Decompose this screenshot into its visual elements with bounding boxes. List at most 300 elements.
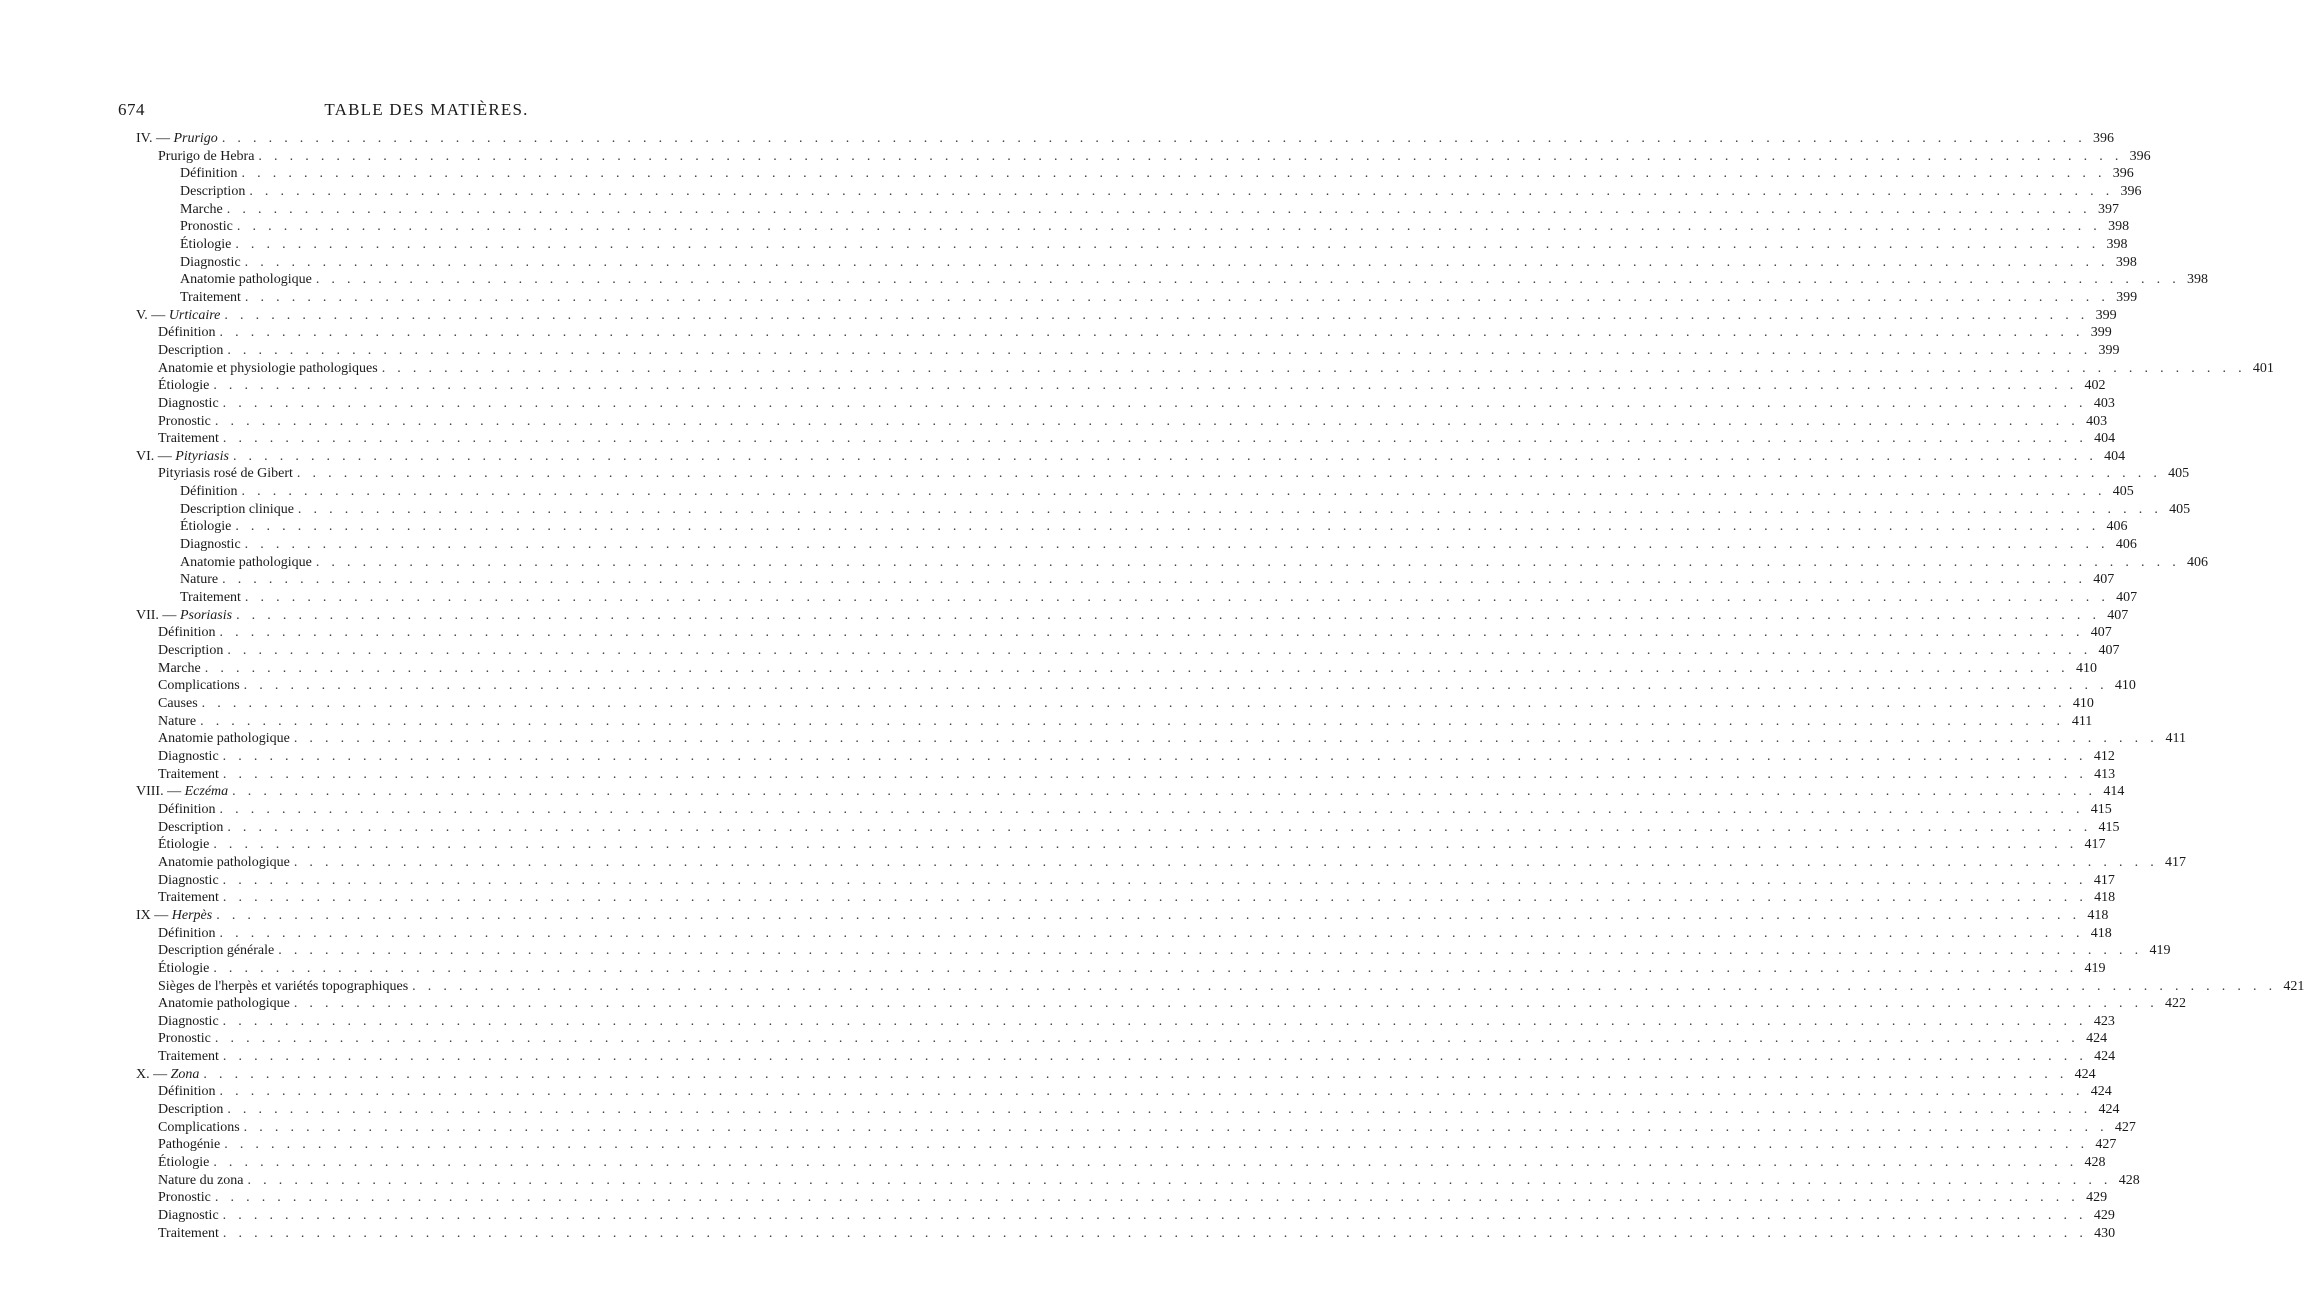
dot-leader: . . . . . . . . . . . . . . . . . . . . . . . . . . . . . . . . . . . . . . . . . . . . . . . . . . . . . . . . . . . . . . . . . . . . . . . . . . . . . . . . . . . . . . . . . . . . . . . . . . . . . . . . . . . . . . . . . . . . . . . .	[213, 378, 2078, 394]
dot-leader: . . . . . . . . . . . . . . . . . . . . . . . . . . . . . . . . . . . . . . . . . . . . . . . . . . . . . . . . . . . . . . . . . . . . . . . . . . . . . . . . . . . . . . . . . . . . . . . . . . . . . . . . . . . . . . . . . . . . . . . .	[224, 307, 2089, 323]
toc-entry-label	[158, 695, 198, 713]
toc-entry-label	[158, 1207, 219, 1225]
toc-entry	[136, 1154, 2106, 1172]
dot-leader: . . . . . . . . . . . . . . . . . . . . . . . . . . . . . . . . . . . . . . . . . . . . . . . . . . . . . . . . . . . . . . . . . . . . . . . . . . . . . . . . . . . . . . . . . . . . . . . . . . . . . . . . . . . . . . . . . . . . . . . .	[244, 537, 2109, 553]
toc-entry-label	[158, 1189, 211, 1207]
entry-page-number: 417	[2165, 854, 2187, 870]
entry-page-number: 424	[2086, 1031, 2108, 1047]
toc-entry-label	[158, 995, 290, 1013]
entry-page-number: 424	[2094, 1049, 2116, 1065]
entry-page-number: 398	[2108, 219, 2130, 235]
dot-leader: . . . . . . . . . . . . . . . . . . . . . . . . . . . . . . . . . . . . . . . . . . . . . . . . . . . . . . . . . . . . . . . . . . . . . . . . . . . . . . . . . . . . . . . . . . . . . . . . . . . . . . . . . . . . . . . . . . . . . . . .	[219, 801, 2084, 817]
toc-entry-label	[158, 854, 290, 872]
entry-title: Marche	[180, 201, 223, 217]
toc-entry-label	[180, 218, 233, 236]
dot-leader: . . . . . . . . . . . . . . . . . . . . . . . . . . . . . . . . . . . . . . . . . . . . . . . . . . . . . . . . . . . . . . . . . . . . . . . . . . . . . . . . . . . . . . . . . . . . . . . . . . . . . . . . . . . . . . . . . . . . . . . .	[296, 466, 2162, 482]
entry-page-number: 427	[2114, 1119, 2136, 1135]
entry-title: Traitement	[158, 1049, 219, 1065]
toc-entry-label	[158, 660, 201, 678]
entry-page-number: 405	[2112, 484, 2134, 500]
dot-leader: . . . . . . . . . . . . . . . . . . . . . . . . . . . . . . . . . . . . . . . . . . . . . . . . . . . . . . . . . . . . . . . . . . . . . . . . . . . . . . . . . . . . . . . . . . . . . . . . . . . . . . . . . . . . . . . . . . . . . . . .	[227, 643, 2092, 659]
entry-page-number: 418	[2090, 925, 2112, 941]
toc-entry-label	[158, 1225, 219, 1243]
entry-page-number: 421	[2283, 978, 2304, 994]
dot-leader: . . . . . . . . . . . . . . . . . . . . . . . . . . . . . . . . . . . . . . . . . . . . . . . . . . . . . . . . . . . . . . . . . . . . . . . . . . . . . . . . . . . . . . . . . . . . . . . . . . . . . . . . . . . . . . . . . . . . . . . .	[278, 943, 2143, 959]
toc-entry-label	[180, 554, 312, 572]
entry-title: Traitement	[158, 431, 219, 447]
toc-entry	[136, 942, 2171, 960]
entry-page-number: 429	[2086, 1190, 2108, 1206]
entry-title: Description	[158, 643, 224, 659]
toc-entry	[136, 1172, 2140, 1190]
toc-entry	[136, 660, 2097, 678]
entry-page-number: 418	[2087, 907, 2109, 923]
dot-leader: . . . . . . . . . . . . . . . . . . . . . . . . . . . . . . . . . . . . . . . . . . . . . . . . . . . . . . . . . . . . . . . . . . . . . . . . . . . . . . . . . . . . . . . . . . . . . . . . . . . . . . . . . . . . . . . . . . . . . . . .	[214, 413, 2080, 429]
entry-page-number: 411	[2071, 713, 2093, 729]
toc-entry-label	[158, 872, 219, 890]
toc-entry-label	[158, 642, 223, 660]
toc-entry-label	[158, 819, 223, 837]
toc-entry-label	[180, 518, 231, 536]
dot-leader: . . . . . . . . . . . . . . . . . . . . . . . . . . . . . . . . . . . . . . . . . . . . . . . . . . . . . . . . . . . . . . . . . . . . . . . . . . . . . . . . . . . . . . . . . . . . . . . . . . . . . . . . . . . . . . . . . . . . . . . .	[244, 590, 2110, 606]
toc-entry	[136, 201, 2119, 219]
chapter-number: VI. —	[136, 448, 176, 464]
entry-title: Diagnostic	[158, 1208, 219, 1224]
entry-title: Description	[158, 819, 224, 835]
dot-leader: . . . . . . . . . . . . . . . . . . . . . . . . . . . . . . . . . . . . . . . . . . . . . . . . . . . . . . . . . . . . . . . . . . . . . . . . . . . . . . . . . . . . . . . . . . . . . . . . . . . . . . . . . . . . . . . . . . . . . . . .	[201, 696, 2066, 711]
toc-entry	[136, 483, 2134, 501]
toc-entry	[136, 271, 2209, 289]
entry-page-number: 422	[2165, 996, 2187, 1012]
entry-page-number: 418	[2094, 890, 2116, 906]
toc-entry	[136, 624, 2112, 642]
toc-entry	[136, 501, 2191, 519]
chapter-title: Pityriasis	[175, 448, 229, 464]
entry-page-number: 410	[2072, 696, 2094, 711]
toc-entry	[136, 1119, 2136, 1137]
toc-entry-label	[180, 483, 238, 501]
chapter-title: Psoriasis	[179, 607, 233, 623]
entry-title: Sièges de l'herpès et variétés topographiques	[158, 978, 409, 994]
entry-page-number: 398	[2187, 272, 2209, 288]
entry-title: Définition	[158, 325, 216, 341]
toc-entry	[136, 889, 2116, 907]
dot-leader: . . . . . . . . . . . . . . . . . . . . . . . . . . . . . . . . . . . . . . . . . . . . . . . . . . . . . . . . . . . . . . . . . . . . . . . . . . . . . . . . . . . . . . . . . . . . . . . . . . . . . . . . . . . . . . . . . . . . . . . .	[241, 166, 2106, 182]
toc-entry	[136, 571, 2115, 589]
dot-leader: . . . . . . . . . . . . . . . . . . . . . . . . . . . . . . . . . . . . . . . . . . . . . . . . . . . . . . . . . . . . . . . . . . . . . . . . . . . . . . . . . . . . . . . . . . . . . . . . . . . . . . . . . . . . . . . . . . . . . . . .	[226, 201, 2091, 217]
toc-entry-label	[158, 1083, 216, 1101]
entry-page-number: 411	[2165, 731, 2187, 747]
entry-page-number: 407	[2093, 572, 2115, 588]
toc-entry	[136, 713, 2093, 731]
toc-entry	[136, 1189, 2108, 1207]
entry-page-number: 396	[2112, 166, 2134, 182]
entry-page-number: 396	[2120, 183, 2142, 199]
toc-chapter-entry	[136, 448, 2126, 466]
chapter-title: Herpès	[171, 907, 213, 923]
toc-entry	[136, 324, 2112, 342]
toc-entry-label	[136, 448, 229, 466]
entry-page-number: 403	[2086, 413, 2108, 429]
toc-entry-label	[180, 165, 238, 183]
entry-title: Anatomie pathologique	[180, 272, 312, 288]
entry-title: Complications	[158, 1119, 240, 1135]
entry-page-number: 404	[2094, 431, 2116, 447]
entry-title: Traitement	[158, 890, 219, 906]
toc-entry	[136, 518, 2128, 536]
toc-entry-label	[136, 907, 212, 925]
entry-title: Anatomie pathologique	[158, 996, 290, 1012]
dot-leader: . . . . . . . . . . . . . . . . . . . . . . . . . . . . . . . . . . . . . . . . . . . . . . . . . . . . . . . . . . . . . . . . . . . . . . . . . . . . . . . . . . . . . . . . . . . . . . . . . . . . . . . . . . . . . . . . . . . . . . . .	[293, 996, 2159, 1012]
toc-entry-label	[158, 713, 196, 731]
toc-entry-label	[158, 430, 219, 448]
page-number: 674	[118, 100, 145, 119]
entry-page-number: 399	[2090, 325, 2112, 341]
entry-title: Anatomie pathologique	[180, 554, 312, 570]
toc-entry-label	[180, 536, 241, 554]
page-header	[118, 100, 735, 122]
toc-entry-label	[158, 677, 240, 695]
toc-entry-label	[158, 1013, 219, 1031]
dot-leader: . . . . . . . . . . . . . . . . . . . . . . . . . . . . . . . . . . . . . . . . . . . . . . . . . . . . . . . . . . . . . . . . . . . . . . . . . . . . . . . . . . . . . . . . . . . . . . . . . . . . . . . . . . . . . . . . . . . . . . . .	[222, 1225, 2088, 1241]
toc-entry-label	[158, 1136, 220, 1154]
entry-title: Description	[180, 183, 246, 199]
toc-entry	[136, 413, 2108, 431]
entry-title: Prurigo de Hebra	[158, 148, 255, 164]
toc-entry	[136, 395, 2115, 413]
entry-page-number: 406	[2106, 519, 2128, 535]
dot-leader: . . . . . . . . . . . . . . . . . . . . . . . . . . . . . . . . . . . . . . . . . . . . . . . . . . . . . . . . . . . . . . . . . . . . . . . . . . . . . . . . . . . . . . . . . . . . . . . . . . . . . . . . . . . . . . . . . . . . . . . .	[222, 395, 2087, 411]
dot-leader: . . . . . . . . . . . . . . . . . . . . . . . . . . . . . . . . . . . . . . . . . . . . . . . . . . . . . . . . . . . . . . . . . . . . . . . . . . . . . . . . . . . . . . . . . . . . . . . . . . . . . . . . . . . . . . . . . . . . . . . .	[258, 148, 2123, 164]
dot-leader: . . . . . . . . . . . . . . . . . . . . . . . . . . . . . . . . . . . . . . . . . . . . . . . . . . . . . . . . . . . . . . . . . . . . . . . . . . . . . . . . . . . . . . . . . . . . . . . . . . . . . . . . . . . . . . . . . . . . . . . .	[381, 360, 2246, 376]
entry-title: Étiologie	[158, 1155, 210, 1171]
dot-leader: . . . . . . . . . . . . . . . . . . . . . . . . . . . . . . . . . . . . . . . . . . . . . . . . . . . . . . . . . . . . . . . . . . . . . . . . . . . . . . . . . . . . . . . . . . . . . . . . . . . . . . . . . . . . . . . . . . . . . . . .	[232, 448, 2098, 464]
toc-entry-label	[158, 1172, 244, 1190]
toc-entry-label	[158, 324, 216, 342]
dot-leader: . . . . . . . . . . . . . . . . . . . . . . . . . . . . . . . . . . . . . . . . . . . . . . . . . . . . . . . . . . . . . . . . . . . . . . . . . . . . . . . . . . . . . . . . . . . . . . . . . . . . . . . . . . . . . . . . . . . . . . . .	[224, 1137, 2089, 1153]
toc-entry	[136, 236, 2128, 254]
entry-title: Pronostic	[180, 219, 233, 235]
entry-page-number: 428	[2084, 1155, 2106, 1171]
entry-title: Causes	[158, 696, 198, 711]
running-title: TABLE DES MATIÈRES.	[324, 100, 529, 119]
entry-title: Description	[158, 1102, 224, 1118]
entry-title: Diagnostic	[180, 254, 241, 270]
entry-page-number: 424	[2098, 1102, 2120, 1118]
entry-title: Pronostic	[158, 413, 211, 429]
entry-page-number: 396	[2129, 148, 2151, 164]
toc-entry-label	[158, 1101, 223, 1119]
entry-page-number: 412	[2093, 748, 2115, 764]
toc-entry	[136, 430, 2116, 448]
toc-entry-label	[158, 342, 223, 360]
toc-entry-label	[180, 183, 245, 201]
toc-entry-label	[158, 1030, 211, 1048]
entry-title: Diagnostic	[180, 537, 241, 553]
dot-leader: . . . . . . . . . . . . . . . . . . . . . . . . . . . . . . . . . . . . . . . . . . . . . . . . . . . . . . . . . . . . . . . . . . . . . . . . . . . . . . . . . . . . . . . . . . . . . . . . . . . . . . . . . . . . . . . . . . . . . . . .	[241, 484, 2106, 500]
dot-leader: . . . . . . . . . . . . . . . . . . . . . . . . . . . . . . . . . . . . . . . . . . . . . . . . . . . . . . . . . . . . . . . . . . . . . . . . . . . . . . . . . . . . . . . . . . . . . . . . . . . . . . . . . . . . . . . . . . . . . . . .	[222, 431, 2088, 447]
entry-page-number: 410	[2114, 678, 2136, 694]
toc-entry-label	[180, 201, 223, 219]
entry-title: Traitement	[180, 289, 241, 305]
entry-page-number: 406	[2187, 554, 2209, 570]
toc-entry-label	[180, 271, 312, 289]
toc-entry	[136, 642, 2120, 660]
dot-leader: . . . . . . . . . . . . . . . . . . . . . . . . . . . . . . . . . . . . . . . . . . . . . . . . . . . . . . . . . . . . . . . . . . . . . . . . . . . . . . . . . . . . . . . . . . . . . . . . . . . . . . . . . . . . . . . . . . . . . . . .	[219, 1084, 2084, 1100]
entry-title: Description générale	[158, 943, 275, 959]
toc-entry-label	[158, 1048, 219, 1066]
entry-page-number: 410	[2075, 660, 2097, 676]
dot-leader: . . . . . . . . . . . . . . . . . . . . . . . . . . . . . . . . . . . . . . . . . . . . . . . . . . . . . . . . . . . . . . . . . . . . . . . . . . . . . . . . . . . . . . . . . . . . . . . . . . . . . . . . . . . . . . . . . . . . . . . .	[315, 272, 2181, 288]
toc-entry-label	[158, 413, 211, 431]
toc-entry	[136, 801, 2112, 819]
toc-entry	[136, 677, 2136, 695]
toc-entry-label	[158, 942, 274, 960]
chapter-title: Prurigo	[173, 131, 218, 146]
entry-title: Nature	[180, 572, 219, 588]
entry-page-number: 405	[2169, 501, 2191, 517]
toc-entry	[136, 1136, 2117, 1154]
chapter-title: Eczéma	[184, 784, 229, 800]
toc-entry-label	[136, 607, 232, 625]
dot-leader: . . . . . . . . . . . . . . . . . . . . . . . . . . . . . . . . . . . . . . . . . . . . . . . . . . . . . . . . . . . . . . . . . . . . . . . . . . . . . . . . . . . . . . . . . . . . . . . . . . . . . . . . . . . . . . . . . . . . . . . .	[214, 1031, 2080, 1047]
entry-page-number: 398	[2106, 236, 2128, 252]
toc-entry-label	[136, 130, 218, 148]
dot-leader: . . . . . . . . . . . . . . . . . . . . . . . . . . . . . . . . . . . . . . . . . . . . . . . . . . . . . . . . . . . . . . . . . . . . . . . . . . . . . . . . . . . . . . . . . . . . . . . . . . . . . . . . . . . . . . . . . . . . . . . .	[227, 1102, 2092, 1118]
entry-title: Traitement	[158, 766, 219, 782]
entry-page-number: 430	[2094, 1225, 2116, 1241]
toc-entry-label	[180, 571, 218, 589]
toc-chapter-entry	[136, 1066, 2096, 1084]
toc-entry	[136, 377, 2106, 395]
entry-page-number: 402	[2084, 378, 2106, 394]
chapter-title: Urticaire	[168, 307, 221, 323]
dot-leader: . . . . . . . . . . . . . . . . . . . . . . . . . . . . . . . . . . . . . . . . . . . . . . . . . . . . . . . . . . . . . . . . . . . . . . . . . . . . . . . . . . . . . . . . . . . . . . . . . . . . . . . . . . . . . . . . . . . . . . . .	[235, 236, 2100, 252]
dot-leader: . . . . . . . . . . . . . . . . . . . . . . . . . . . . . . . . . . . . . . . . . . . . . . . . . . . . . . . . . . . . . . . . . . . . . . . . . . . . . . . . . . . . . . . . . . . . . . . . . . . . . . . . . . . . . . . . . . . . . . . .	[293, 854, 2159, 870]
toc-entry-label	[158, 748, 219, 766]
entry-title: Étiologie	[180, 519, 232, 535]
toc-entry-label	[136, 1066, 199, 1084]
toc-entry	[136, 836, 2106, 854]
toc-entry	[136, 1048, 2116, 1066]
entry-title: Étiologie	[158, 837, 210, 853]
toc-entry	[136, 1083, 2112, 1101]
entry-title: Diagnostic	[158, 748, 219, 764]
dot-leader: . . . . . . . . . . . . . . . . . . . . . . . . . . . . . . . . . . . . . . . . . . . . . . . . . . . . . . . . . . . . . . . . . . . . . . . . . . . . . . . . . . . . . . . . . . . . . . . . . . . . . . . . . . . . . . . . . . . . . . . .	[203, 1066, 2068, 1082]
entry-title: Anatomie et physiologie pathologiques	[158, 360, 378, 376]
entry-title: Traitement	[158, 1225, 219, 1241]
toc-chapter-entry	[136, 307, 2117, 325]
toc-entry-label	[158, 148, 254, 166]
entry-page-number: 424	[2090, 1084, 2112, 1100]
toc-entry	[136, 1101, 2120, 1119]
dot-leader: . . . . . . . . . . . . . . . . . . . . . . . . . . . . . . . . . . . . . . . . . . . . . . . . . . . . . . . . . . . . . . . . . . . . . . . . . . . . . . . . . . . . . . . . . . . . . . . . . . . . . . . . . . . . . . . . . . . . . . . .	[204, 660, 2069, 676]
entry-page-number: 413	[2094, 766, 2116, 782]
entry-page-number: 428	[2118, 1172, 2140, 1188]
toc-entry	[136, 978, 2304, 996]
toc-entry	[136, 183, 2142, 201]
dot-leader: . . . . . . . . . . . . . . . . . . . . . . . . . . . . . . . . . . . . . . . . . . . . . . . . . . . . . . . . . . . . . . . . . . . . . . . . . . . . . . . . . . . . . . . . . . . . . . . . . . . . . . . . . . . . . . . . . . . . . . . .	[244, 289, 2110, 305]
toc-entry-label	[180, 589, 241, 607]
chapter-title: Zona	[170, 1066, 200, 1082]
entry-title: Définition	[180, 484, 238, 500]
toc-entry	[136, 1013, 2115, 1031]
chapter-number: IX —	[136, 907, 172, 923]
entry-page-number: 401	[2252, 360, 2274, 376]
toc-entry	[136, 254, 2137, 272]
entry-page-number: 397	[2097, 201, 2119, 217]
toc-entry	[136, 589, 2138, 607]
dot-leader: . . . . . . . . . . . . . . . . . . . . . . . . . . . . . . . . . . . . . . . . . . . . . . . . . . . . . . . . . . . . . . . . . . . . . . . . . . . . . . . . . . . . . . . . . . . . . . . . . . . . . . . . . . . . . . . . . . . . . . . .	[227, 819, 2092, 835]
entry-title: Marche	[158, 660, 201, 676]
dot-leader: . . . . . . . . . . . . . . . . . . . . . . . . . . . . . . . . . . . . . . . . . . . . . . . . . . . . . . . . . . . . . . . . . . . . . . . . . . . . . . . . . . . . . . . . . . . . . . . . . . . . . . . . . . . . . . . . . . . . . . . .	[227, 342, 2092, 358]
dot-leader: . . . . . . . . . . . . . . . . . . . . . . . . . . . . . . . . . . . . . . . . . . . . . . . . . . . . . . . . . . . . . . . . . . . . . . . . . . . . . . . . . . . . . . . . . . . . . . . . . . . . . . . . . . . . . . . . . . . . . . . .	[213, 960, 2078, 976]
dot-leader: . . . . . . . . . . . . . . . . . . . . . . . . . . . . . . . . . . . . . . . . . . . . . . . . . . . . . . . . . . . . . . . . . . . . . . . . . . . . . . . . . . . . . . . . . . . . . . . . . . . . . . . . . . . . . . . . . . . . . . . .	[213, 837, 2078, 853]
entry-title: Complications	[158, 678, 240, 694]
toc-entry-label	[136, 783, 228, 801]
table-of-contents	[136, 130, 2304, 1242]
dot-leader: . . . . . . . . . . . . . . . . . . . . . . . . . . . . . . . . . . . . . . . . . . . . . . . . . . . . . . . . . . . . . . . . . . . . . . . . . . . . . . . . . . . . . . . . . . . . . . . . . . . . . . . . . . . . . . . . . . . . . . . .	[244, 254, 2109, 270]
entry-page-number: 396	[2093, 131, 2115, 146]
entry-page-number: 417	[2084, 837, 2106, 853]
dot-leader: . . . . . . . . . . . . . . . . . . . . . . . . . . . . . . . . . . . . . . . . . . . . . . . . . . . . . . . . . . . . . . . . . . . . . . . . . . . . . . . . . . . . . . . . . . . . . . . . . . . . . . . . . . . . . . . . . . . . . . . .	[235, 519, 2100, 535]
toc-entry	[136, 925, 2112, 943]
entry-page-number: 414	[2103, 784, 2125, 800]
toc-entry-label	[158, 624, 216, 642]
entry-title: Définition	[180, 166, 238, 182]
toc-chapter-entry	[136, 907, 2109, 925]
toc-entry	[136, 554, 2209, 572]
chapter-number: VII. —	[136, 607, 180, 623]
dot-leader: . . . . . . . . . . . . . . . . . . . . . . . . . . . . . . . . . . . . . . . . . . . . . . . . . . . . . . . . . . . . . . . . . . . . . . . . . . . . . . . . . . . . . . . . . . . . . . . . . . . . . . . . . . . . . . . . . . . . . . . .	[297, 501, 2163, 517]
entry-title: Diagnostic	[158, 872, 219, 888]
dot-leader: . . . . . . . . . . . . . . . . . . . . . . . . . . . . . . . . . . . . . . . . . . . . . . . . . . . . . . . . . . . . . . . . . . . . . . . . . . . . . . . . . . . . . . . . . . . . . . . . . . . . . . . . . . . . . . . . . . . . . . . .	[219, 625, 2084, 641]
dot-leader: . . . . . . . . . . . . . . . . . . . . . . . . . . . . . . . . . . . . . . . . . . . . . . . . . . . . . . . . . . . . . . . . . . . . . . . . . . . . . . . . . . . . . . . . . . . . . . . . . . . . . . . . . . . . . . . . . . . . . . . .	[236, 607, 2101, 623]
entry-page-number: 404	[2104, 448, 2126, 464]
entry-title: Diagnostic	[158, 395, 219, 411]
toc-entry-label	[180, 501, 294, 519]
dot-leader: . . . . . . . . . . . . . . . . . . . . . . . . . . . . . . . . . . . . . . . . . . . . . . . . . . . . . . . . . . . . . . . . . . . . . . . . . . . . . . . . . . . . . . . . . . . . . . . . . . . . . . . . . . . . . . . . . . . . . . . .	[222, 890, 2088, 906]
entry-title: Étiologie	[158, 960, 210, 976]
entry-title: Étiologie	[180, 236, 232, 252]
entry-title: Diagnostic	[158, 1013, 219, 1029]
entry-title: Définition	[158, 925, 216, 941]
dot-leader: . . . . . . . . . . . . . . . . . . . . . . . . . . . . . . . . . . . . . . . . . . . . . . . . . . . . . . . . . . . . . . . . . . . . . . . . . . . . . . . . . . . . . . . . . . . . . . . . . . . . . . . . . . . . . . . . . . . . . . . .	[214, 1190, 2080, 1206]
toc-entry-label	[158, 960, 209, 978]
entry-title: Définition	[158, 801, 216, 817]
entry-title: Anatomie pathologique	[158, 854, 290, 870]
dot-leader: . . . . . . . . . . . . . . . . . . . . . . . . . . . . . . . . . . . . . . . . . . . . . . . . . . . . . . . . . . . . . . . . . . . . . . . . . . . . . . . . . . . . . . . . . . . . . . . . . . . . . . . . . . . . . . . . . . . . . . . .	[222, 748, 2087, 764]
toc-entry-label	[180, 254, 241, 272]
dot-leader: . . . . . . . . . . . . . . . . . . . . . . . . . . . . . . . . . . . . . . . . . . . . . . . . . . . . . . . . . . . . . . . . . . . . . . . . . . . . . . . . . . . . . . . . . . . . . . . . . . . . . . . . . . . . . . . . . . . . . . . .	[219, 325, 2084, 341]
entry-page-number: 424	[2074, 1066, 2096, 1082]
toc-entry-label	[158, 395, 219, 413]
toc-entry	[136, 995, 2187, 1013]
entry-page-number: 398	[2115, 254, 2137, 270]
entry-title: Pronostic	[158, 1190, 211, 1206]
dot-leader: . . . . . . . . . . . . . . . . . . . . . . . . . . . . . . . . . . . . . . . . . . . . . . . . . . . . . . . . . . . . . . . . . . . . . . . . . . . . . . . . . . . . . . . . . . . . . . . . . . . . . . . . . . . . . . . . . . . . . . . .	[200, 713, 2065, 729]
entry-page-number: 407	[2090, 625, 2112, 641]
toc-entry	[136, 872, 2115, 890]
toc-entry	[136, 1225, 2116, 1243]
toc-entry-label	[158, 889, 219, 907]
entry-title: Étiologie	[158, 378, 210, 394]
toc-entry-label	[180, 289, 241, 307]
entry-title: Description	[158, 342, 224, 358]
entry-title: Nature du zona	[158, 1172, 244, 1188]
toc-entry	[136, 819, 2120, 837]
dot-leader: . . . . . . . . . . . . . . . . . . . . . . . . . . . . . . . . . . . . . . . . . . . . . . . . . . . . . . . . . . . . . . . . . . . . . . . . . . . . . . . . . . . . . . . . . . . . . . . . . . . . . . . . . . . . . . . . . . . . . . . .	[222, 1208, 2087, 1224]
entry-title: Définition	[158, 1084, 216, 1100]
dot-leader: . . . . . . . . . . . . . . . . . . . . . . . . . . . . . . . . . . . . . . . . . . . . . . . . . . . . . . . . . . . . . . . . . . . . . . . . . . . . . . . . . . . . . . . . . . . . . . . . . . . . . . . . . . . . . . . . . . . . . . . .	[232, 784, 2097, 800]
entry-title: Description clinique	[180, 501, 294, 517]
toc-entry	[136, 165, 2134, 183]
dot-leader: . . . . . . . . . . . . . . . . . . . . . . . . . . . . . . . . . . . . . . . . . . . . . . . . . . . . . . . . . . . . . . . . . . . . . . . . . . . . . . . . . . . . . . . . . . . . . . . . . . . . . . . . . . . . . . . . . . . . . . . .	[247, 1172, 2112, 1188]
entry-page-number: 419	[2149, 943, 2171, 959]
entry-page-number: 429	[2093, 1208, 2115, 1224]
toc-entry	[136, 748, 2115, 766]
toc-entry-label	[158, 730, 290, 748]
entry-page-number: 407	[2098, 643, 2120, 659]
toc-entry	[136, 218, 2130, 236]
toc-entry-label	[136, 307, 220, 325]
dot-leader: . . . . . . . . . . . . . . . . . . . . . . . . . . . . . . . . . . . . . . . . . . . . . . . . . . . . . . . . . . . . . . . . . . . . . . . . . . . . . . . . . . . . . . . . . . . . . . . . . . . . . . . . . . . . . . . . . . . . . . . .	[249, 183, 2114, 199]
entry-title: Anatomie pathologique	[158, 731, 290, 747]
dot-leader: . . . . . . . . . . . . . . . . . . . . . . . . . . . . . . . . . . . . . . . . . . . . . . . . . . . . . . . . . . . . . . . . . . . . . . . . . . . . . . . . . . . . . . . . . . . . . . . . . . . . . . . . . . . . . . . . . . . . . . . .	[243, 678, 2108, 694]
toc-entry-label	[180, 236, 231, 254]
entry-page-number: 407	[2107, 607, 2129, 623]
dot-leader: . . . . . . . . . . . . . . . . . . . . . . . . . . . . . . . . . . . . . . . . . . . . . . . . . . . . . . . . . . . . . . . . . . . . . . . . . . . . . . . . . . . . . . . . . . . . . . . . . . . . . . . . . . . . . . . . . . . . . . . .	[222, 872, 2087, 888]
toc-entry	[136, 289, 2138, 307]
entry-page-number: 407	[2116, 590, 2138, 606]
toc-entry-label	[158, 360, 378, 378]
toc-entry	[136, 1207, 2115, 1225]
toc-entry	[136, 1030, 2108, 1048]
toc-entry-label	[158, 377, 209, 395]
entry-title: Pityriasis rosé de Gibert	[158, 466, 293, 482]
dot-leader: . . . . . . . . . . . . . . . . . . . . . . . . . . . . . . . . . . . . . . . . . . . . . . . . . . . . . . . . . . . . . . . . . . . . . . . . . . . . . . . . . . . . . . . . . . . . . . . . . . . . . . . . . . . . . . . . . . . . . . . .	[315, 554, 2181, 570]
entry-page-number: 403	[2093, 395, 2115, 411]
toc-entry-label	[158, 1154, 209, 1172]
entry-title: Nature	[158, 713, 197, 729]
dot-leader: . . . . . . . . . . . . . . . . . . . . . . . . . . . . . . . . . . . . . . . . . . . . . . . . . . . . . . . . . . . . . . . . . . . . . . . . . . . . . . . . . . . . . . . . . . . . . . . . . . . . . . . . . . . . . . . . . . . . . . . .	[222, 1049, 2088, 1065]
dot-leader: . . . . . . . . . . . . . . . . . . . . . . . . . . . . . . . . . . . . . . . . . . . . . . . . . . . . . . . . . . . . . . . . . . . . . . . . . . . . . . . . . . . . . . . . . . . . . . . . . . . . . . . . . . . . . . . . . . . . . . . .	[243, 1119, 2108, 1135]
entry-page-number: 405	[2168, 466, 2190, 482]
entry-page-number: 427	[2095, 1137, 2117, 1153]
entry-page-number: 399	[2116, 289, 2138, 305]
toc-entry	[136, 148, 2151, 166]
chapter-number: V. —	[136, 307, 169, 323]
entry-page-number: 415	[2090, 801, 2112, 817]
entry-title: Définition	[158, 625, 216, 641]
toc-entry	[136, 695, 2094, 713]
toc-entry	[136, 342, 2120, 360]
dot-leader: . . . . . . . . . . . . . . . . . . . . . . . . . . . . . . . . . . . . . . . . . . . . . . . . . . . . . . . . . . . . . . . . . . . . . . . . . . . . . . . . . . . . . . . . . . . . . . . . . . . . . . . . . . . . . . . . . . . . . . . .	[412, 978, 2277, 994]
chapter-number: X. —	[136, 1066, 171, 1082]
toc-entry	[136, 465, 2190, 483]
entry-title: Pathogénie	[158, 1137, 221, 1153]
entry-page-number: 419	[2084, 960, 2106, 976]
dot-leader: . . . . . . . . . . . . . . . . . . . . . . . . . . . . . . . . . . . . . . . . . . . . . . . . . . . . . . . . . . . . . . . . . . . . . . . . . . . . . . . . . . . . . . . . . . . . . . . . . . . . . . . . . . . . . . . . . . . . . . . .	[222, 766, 2088, 782]
toc-entry-label	[158, 465, 293, 483]
entry-page-number: 399	[2098, 342, 2120, 358]
dot-leader: . . . . . . . . . . . . . . . . . . . . . . . . . . . . . . . . . . . . . . . . . . . . . . . . . . . . . . . . . . . . . . . . . . . . . . . . . . . . . . . . . . . . . . . . . . . . . . . . . . . . . . . . . . . . . . . . . . . . . . . .	[221, 131, 2087, 146]
dot-leader: . . . . . . . . . . . . . . . . . . . . . . . . . . . . . . . . . . . . . . . . . . . . . . . . . . . . . . . . . . . . . . . . . . . . . . . . . . . . . . . . . . . . . . . . . . . . . . . . . . . . . . . . . . . . . . . . . . . . . . . .	[222, 1013, 2087, 1029]
toc-chapter-entry	[136, 607, 2129, 625]
dot-leader: . . . . . . . . . . . . . . . . . . . . . . . . . . . . . . . . . . . . . . . . . . . . . . . . . . . . . . . . . . . . . . . . . . . . . . . . . . . . . . . . . . . . . . . . . . . . . . . . . . . . . . . . . . . . . . . . . . . . . . . .	[222, 572, 2087, 588]
toc-entry-label	[158, 801, 216, 819]
toc-entry-label	[158, 766, 219, 784]
